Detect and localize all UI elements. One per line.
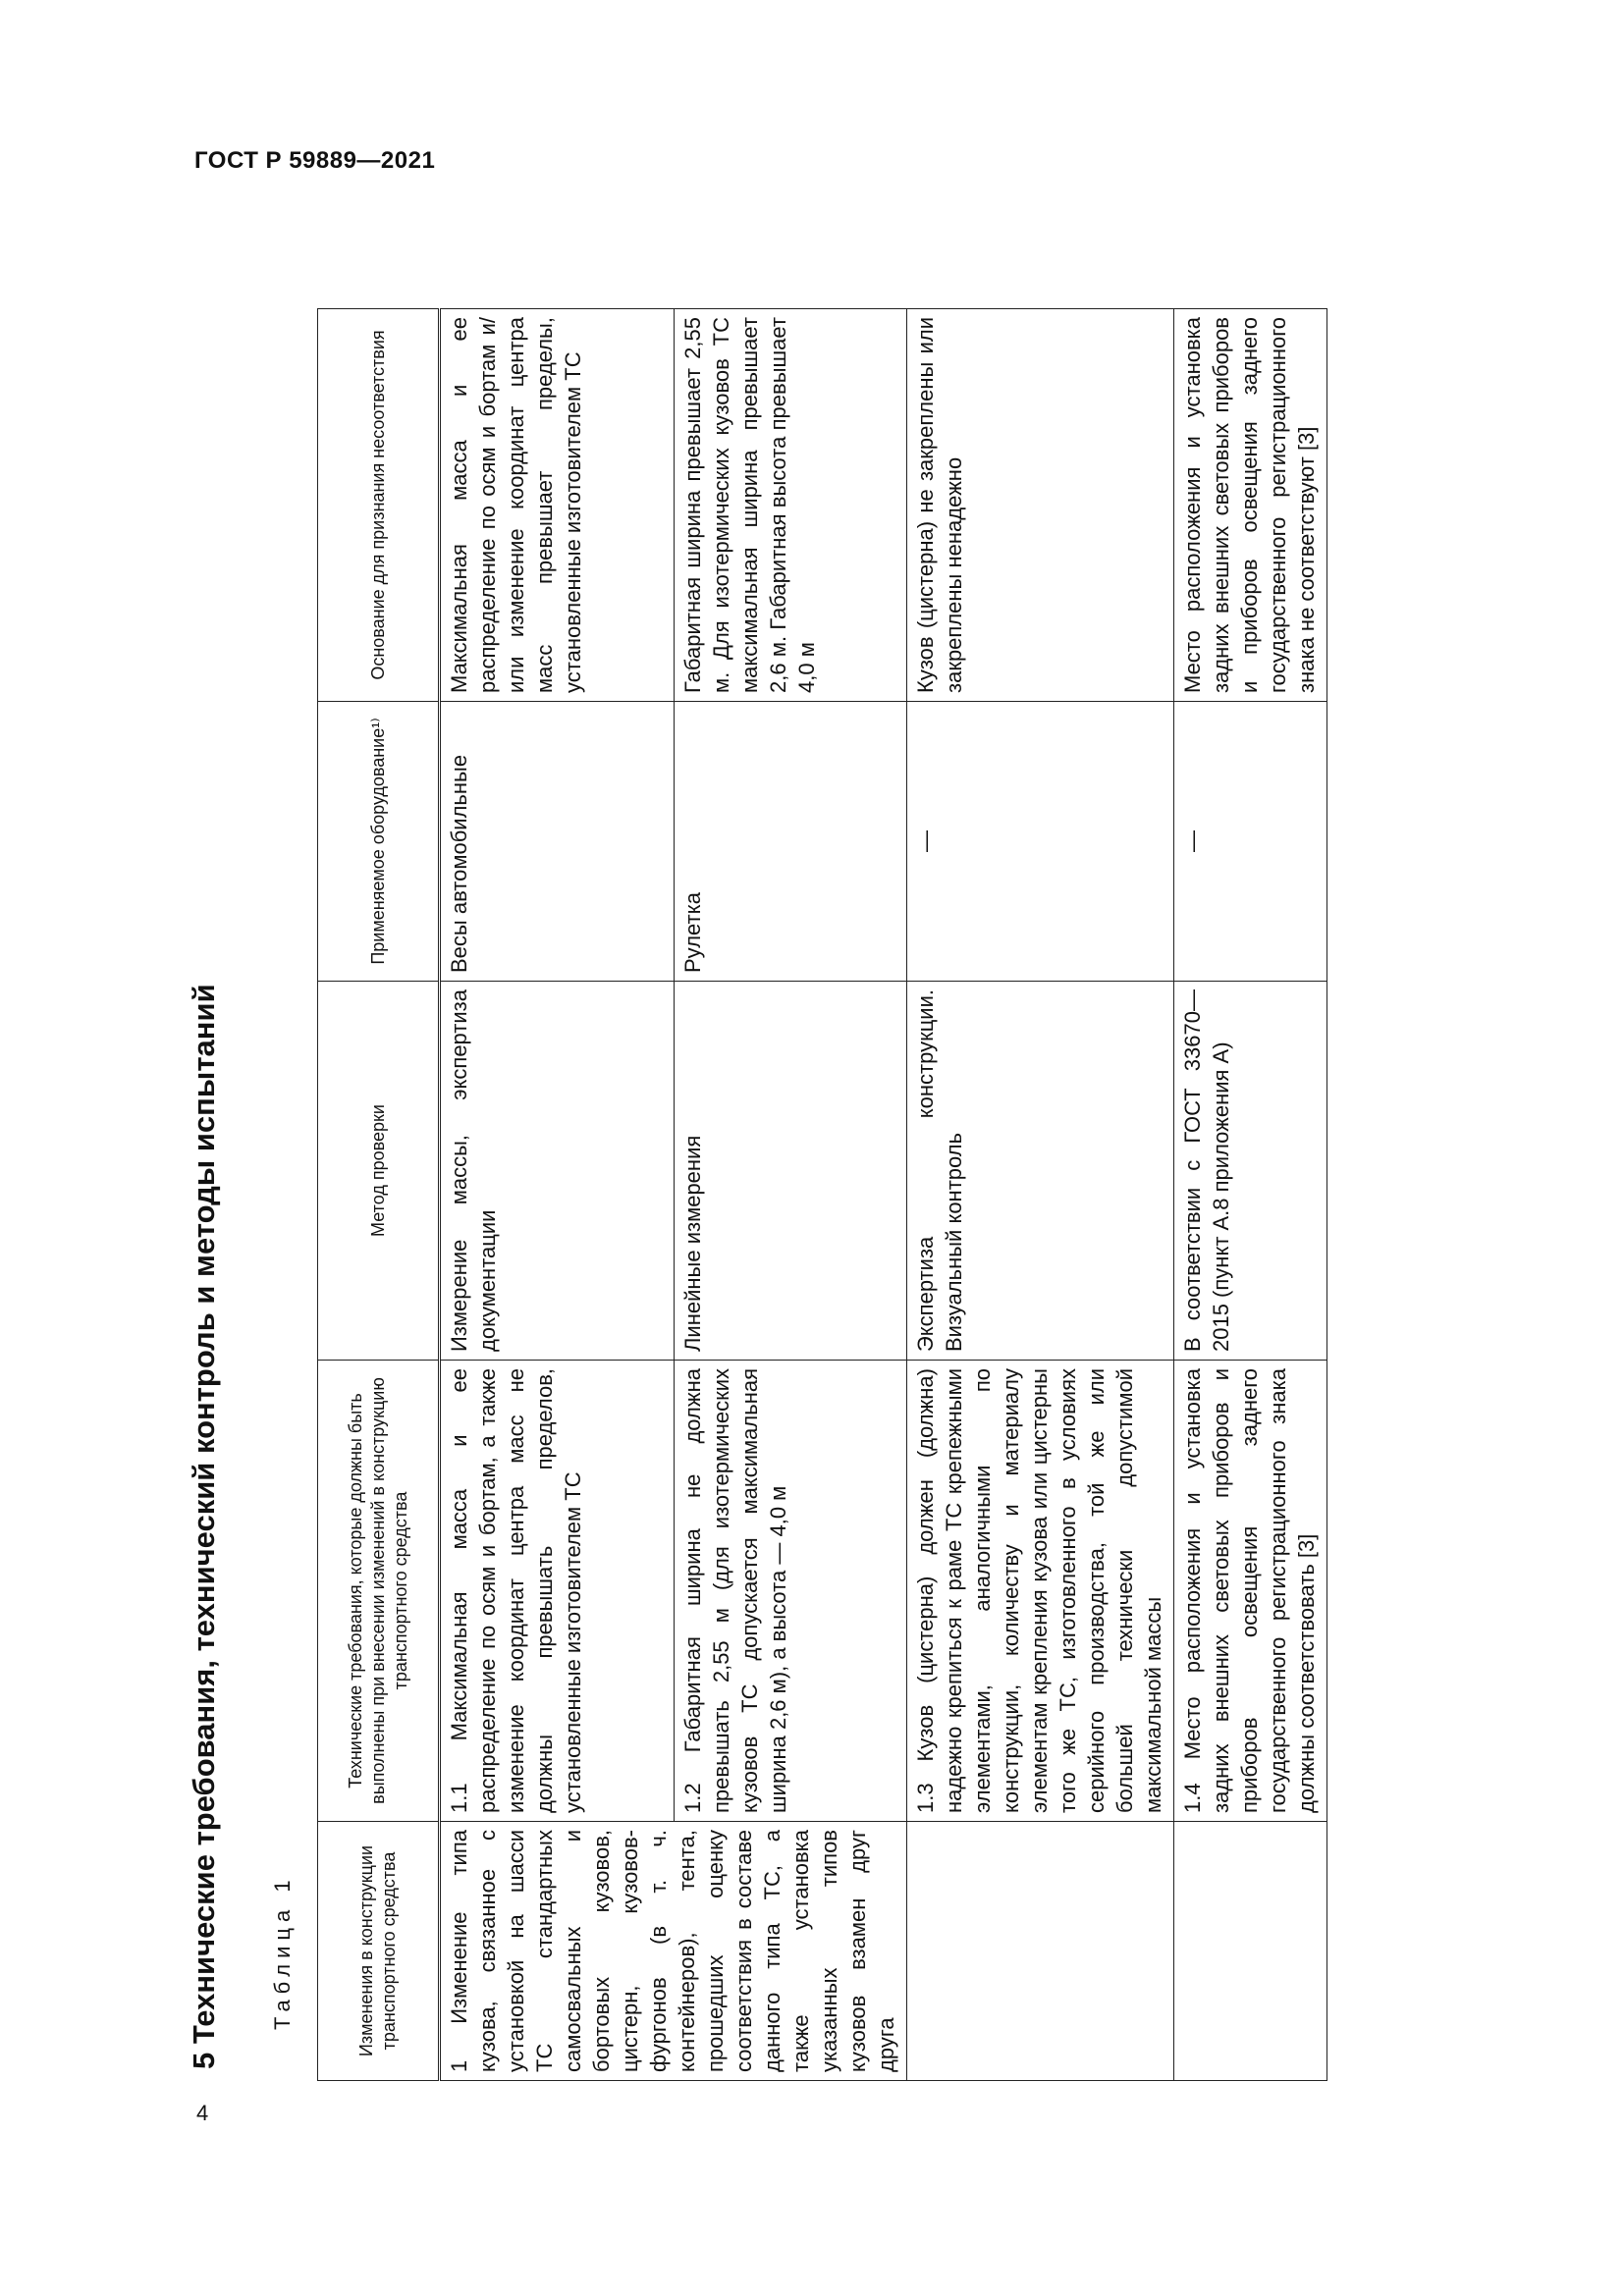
header-basis: Основание для признания несоответствия xyxy=(318,309,440,702)
table-row xyxy=(907,309,1174,2081)
cell-basis: Максимальная масса и ее распределение по осям и бортам и/или изменение координат центра масс превышает пределы, установленные изготовителем ТС xyxy=(440,309,675,702)
cell-method: Экспертиза конструкции. Визуальный контроль xyxy=(907,982,1174,1361)
header-requirement: Технические требования, которые должны быть выполнены при внесении изменений в конструкцию транспортного средства xyxy=(318,1361,440,1822)
cell-requirement: 1.4 Место расположения и установка задних внешних световых приборов и приборов освещения заднего государственного регистрационного знака должны соответствовать [3] xyxy=(1174,1361,1327,1822)
document-header: ГОСТ Р 59889—2021 xyxy=(194,147,436,174)
table-row xyxy=(674,309,906,2081)
cell-equipment: Рулетка xyxy=(674,702,906,982)
header-method: Метод проверки xyxy=(318,982,440,1361)
header-change: Изменения в конструкции транспортного средства xyxy=(318,1822,440,2081)
cell-equipment: — xyxy=(1174,702,1327,982)
table-label: Таблица 1 xyxy=(270,1874,295,2030)
cell-basis: Место расположения и установка задних внешних световых приборов и приборов освещения заднего государственного регистрационного знака не соответствуют [3] xyxy=(1174,309,1327,702)
cell-method: Измерение массы, экспертиза документации xyxy=(440,982,675,1361)
cell-change: 1 Изменение типа кузова, связанное с установкой на шасси ТС стандартных самосвальных и бортовых кузовов, цистерн, кузовов-фургонов (в т. ч. контейнеров), тента, прошедших оценку соответствия в составе данного типа ТС, а также установка указанных типов кузовов взамен друг друга xyxy=(440,1822,907,2081)
cell-change-empty xyxy=(907,1822,1174,2081)
cell-basis: Кузов (цистерна) не закреплены или закреплены ненадежно xyxy=(907,309,1174,702)
rotated-content xyxy=(177,231,1321,2081)
cell-basis: Габаритная ширина превышает 2,55 м. Для изотермических кузовов ТС максимальная ширина превышает 2,6 м. Габаритная высота превышает 4,0 м xyxy=(674,309,906,702)
page-number: 4 xyxy=(196,2101,209,2125)
section-title: 5 Технические требования, технический контроль и методы испытаний xyxy=(187,984,221,2069)
cell-equipment: — xyxy=(907,702,1174,982)
cell-requirement: 1.1 Максимальная масса и ее распределение по осям и бортам, а также изменение координат центра масс не должны превышать пределов, установленные изготовителем ТС xyxy=(440,1361,675,1822)
cell-method: В соответствии с ГОСТ 33670—2015 (пункт А.8 приложения А) xyxy=(1174,982,1327,1361)
table-row xyxy=(1174,309,1327,2081)
header-equipment: Применяемое оборудование¹⁾ xyxy=(318,702,440,982)
cell-requirement: 1.3 Кузов (цистерна) должен (должна) надежно крепиться к раме ТС крепежными элементами, аналогичными по конструкции, количеству и материалу элементам крепления кузова или цистерны того же ТС, изготовленного в условиях серийного производства, той же или большей технически допустимой максимальной массы xyxy=(907,1361,1174,1822)
cell-change-empty xyxy=(1174,1822,1327,2081)
table-header-row xyxy=(318,309,440,2081)
requirements-table xyxy=(317,308,1327,2081)
cell-method: Линейные измерения xyxy=(674,982,906,1361)
table-row xyxy=(440,309,675,2081)
cell-equipment: Весы автомобильные xyxy=(440,702,675,982)
cell-requirement: 1.2 Габаритная ширина не должна превышать 2,55 м (для изотермических кузовов ТС допускается максимальная ширина 2,6 м), а высота — 4,0 м xyxy=(674,1361,906,1822)
